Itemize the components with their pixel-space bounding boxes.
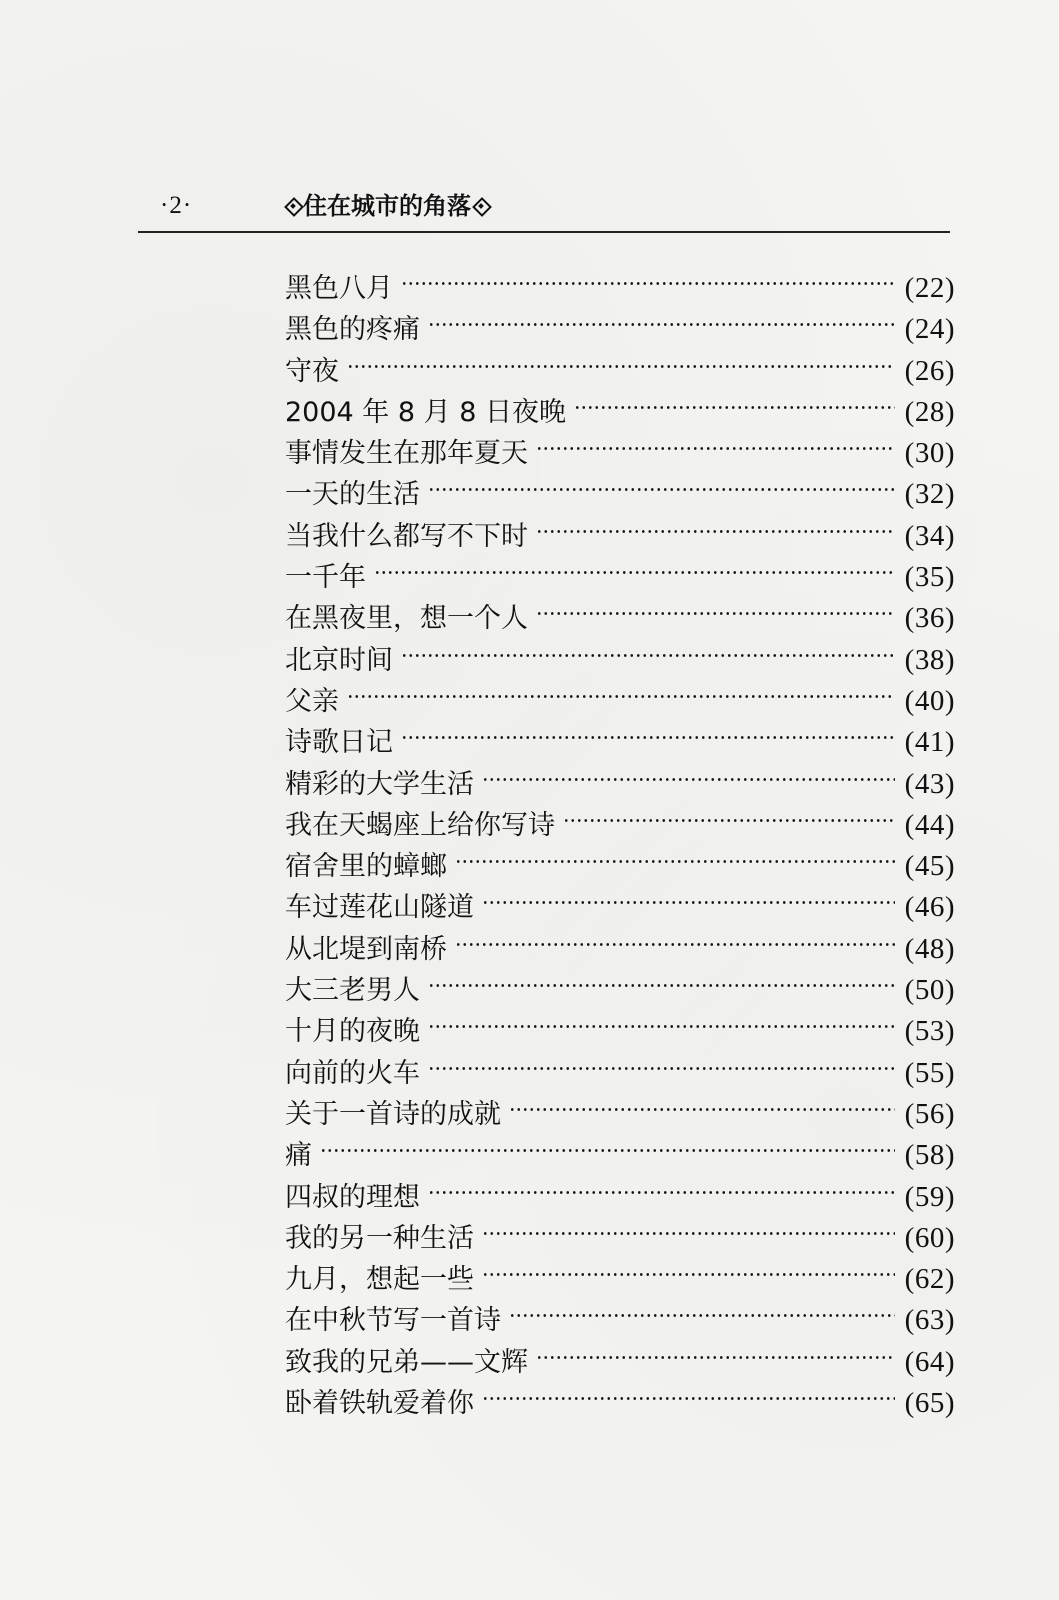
dot-leader (482, 1371, 895, 1412)
book-title-header (283, 186, 491, 226)
dot-leader (536, 586, 895, 627)
toc-entry-title: 一天的生活 (285, 479, 420, 511)
dot-leader (574, 380, 895, 421)
toc-entry-title: 精彩的大学生活 (285, 768, 474, 800)
dot-leader (563, 793, 895, 834)
toc-entry-title: 关于一首诗的成就 (285, 1098, 501, 1130)
toc-entry-title: 诗歌日记 (285, 727, 393, 759)
toc-entry-title: 事情发生在那年夏天 (285, 438, 528, 470)
running-header (160, 186, 950, 226)
diamond-ornament-icon (285, 198, 301, 214)
dot-leader (428, 958, 895, 999)
toc-entry-title: 我的另一种生活 (285, 1222, 474, 1254)
toc-entry-title: 十月的夜晚 (285, 1016, 420, 1048)
toc-entry-page: (22) (904, 272, 955, 304)
page-number: ·2· (160, 192, 193, 219)
toc-entry-title: 四叔的理想 (285, 1181, 420, 1213)
dot-leader (428, 1041, 895, 1082)
toc-entry-page: (63) (904, 1304, 955, 1337)
dot-leader (455, 917, 895, 958)
diamond-ornament-icon (473, 198, 489, 214)
toc-entry-page: (26) (904, 354, 955, 387)
toc-entry-page: (46) (904, 891, 955, 924)
toc-entry-title: 黑色的疼痛 (285, 314, 420, 346)
toc-entry-page: (44) (904, 808, 955, 841)
dot-leader (536, 1330, 895, 1371)
dot-leader (482, 1247, 895, 1288)
table-of-contents (285, 256, 955, 1420)
toc-entry-page: (38) (904, 643, 955, 676)
dot-leader (320, 1123, 895, 1164)
dot-leader (347, 339, 895, 380)
toc-entry-page: (34) (904, 519, 955, 552)
dot-leader (482, 1206, 895, 1247)
header-rule (138, 231, 950, 233)
toc-entry-page: (35) (904, 561, 955, 594)
dot-leader (509, 1082, 895, 1123)
toc-entry-title: 九月，想起一些 (285, 1264, 474, 1296)
dot-leader (347, 669, 895, 710)
toc-entry-page: (64) (904, 1345, 955, 1378)
dot-leader (536, 504, 895, 545)
toc-entry-page: (24) (904, 313, 955, 346)
toc-entry-page: (62) (904, 1263, 955, 1296)
toc-entry-title: 从北堤到南桥 (285, 933, 447, 965)
toc-entry-page: (41) (904, 726, 955, 759)
toc-entry-title: 卧着铁轨爱着你 (285, 1388, 474, 1420)
dot-leader (401, 628, 895, 669)
toc-entry-title: 向前的火车 (285, 1057, 420, 1089)
toc-entry-page: (50) (904, 974, 955, 1007)
toc-entry-title: 大三老男人 (285, 975, 420, 1007)
toc-entry-page: (32) (904, 478, 955, 511)
toc-entry (285, 586, 955, 635)
dot-leader (455, 834, 895, 875)
toc-entry-page: (48) (904, 932, 955, 965)
dot-leader (482, 752, 895, 793)
toc-entry-page: (65) (904, 1387, 955, 1420)
toc-entry (285, 669, 955, 717)
toc-entry-title: 父亲 (285, 685, 339, 717)
toc-entry-page: (60) (904, 1221, 955, 1254)
toc-entry (285, 339, 955, 387)
toc-entry (285, 380, 955, 428)
dot-leader (401, 710, 895, 751)
toc-entry-title: 北京时间 (285, 644, 393, 676)
toc-entry-title: 当我什么都写不下时 (285, 520, 528, 552)
toc-entry-title: 宿舍里的蟑螂 (285, 851, 447, 883)
toc-entry-title: 守夜 (285, 355, 339, 387)
toc-entry-page: (40) (904, 684, 955, 717)
toc-entry-page: (30) (904, 437, 955, 470)
dot-leader (428, 297, 895, 338)
toc-entry-title: 在中秋节写一首诗 (285, 1305, 501, 1337)
toc-entry-page: (55) (904, 1056, 955, 1089)
toc-entry-title: 在黑夜里，想一个人 (285, 603, 528, 635)
toc-entry-page: (53) (904, 1015, 955, 1048)
toc-entry-page: (59) (904, 1180, 955, 1213)
dot-leader (482, 875, 895, 916)
dot-leader (401, 256, 895, 297)
toc-entry-title: 一千年 (285, 562, 366, 594)
toc-entry (285, 256, 955, 304)
toc-entry (285, 1165, 955, 1213)
toc-entry-title: 致我的兄弟——文辉 (285, 1346, 528, 1378)
dot-leader (428, 999, 895, 1040)
book-title: 住在城市的角落 (303, 192, 471, 220)
toc-entry-page: (56) (904, 1097, 955, 1130)
dot-leader (428, 1165, 895, 1206)
toc-entry (285, 1123, 955, 1172)
toc-entry-page: (45) (904, 850, 955, 883)
dot-leader (509, 1288, 895, 1329)
dot-leader (536, 421, 895, 462)
toc-entry-title: 我在天蝎座上给你写诗 (285, 809, 555, 841)
toc-entry-title: 2004 年 8 月 8 日夜晚 (285, 396, 566, 428)
toc-entry (285, 710, 955, 759)
toc-entry-title: 车过莲花山隧道 (285, 892, 474, 924)
toc-entry (285, 545, 955, 594)
toc-entry-page: (43) (904, 767, 955, 800)
toc-entry-page: (58) (904, 1139, 955, 1172)
toc-entry-page: (36) (904, 602, 955, 635)
toc-entry-page: (28) (904, 395, 955, 428)
toc-entry-title: 黑色八月 (285, 273, 393, 304)
toc-entry-title: 痛 (285, 1140, 312, 1172)
dot-leader (428, 462, 895, 503)
dot-leader (374, 545, 895, 586)
